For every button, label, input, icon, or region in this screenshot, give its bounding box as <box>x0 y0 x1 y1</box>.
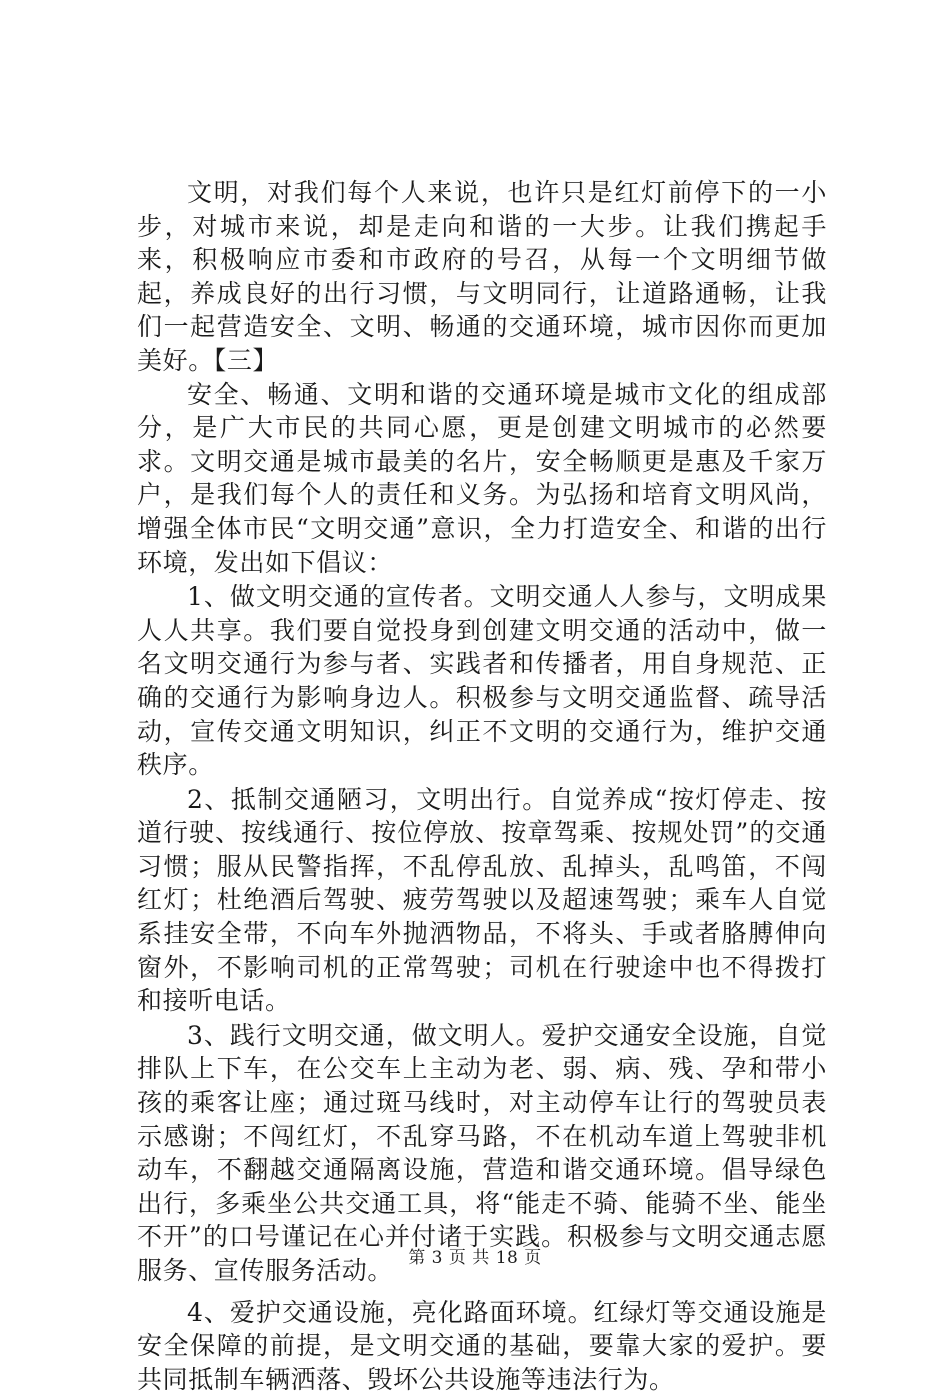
paragraph-item-2: 2、抵制交通陋习，文明出行。自觉养成“按灯停走、按道行驶、按线通行、按位停放、按章驾乘、按规处罚”的交通习惯；服从民警指挥，不乱停乱放、乱掉头，乱鸣笛，不闯红灯；杜绝酒后驾驶、疲劳驾驶以及超速驾驶；乘车人自觉系挂安全带，不向车外抛洒物品，不将头、手或者胳膊伸向窗外，不影响司机的正常驾驶；司机在行驶途中也不得拨打和接听电话。 <box>137 784 827 1016</box>
paragraph-item-1: 1、做文明交通的宣传者。文明交通人人参与，文明成果人人共享。我们要自觉投身到创建文明交通的活动中，做一名文明交通行为参与者、实践者和传播者，用自身规范、正确的交通行为影响身边人。积极参与文明交通监督、疏导活动，宣传交通文明知识，纠正不文明的交通行为，维护交通秩序。 <box>137 582 827 780</box>
page-number-footer: 第 3 页 共 18 页 <box>408 1248 542 1268</box>
paragraph-item-4: 4、爱护交通设施，亮化路面环境。红绿灯等交通设施是安全保障的前提，是文明交通的基础，要靠大家的爱护。要共同抵制车辆洒落、毁坏公共设施等违法行为。 <box>137 1297 827 1394</box>
paragraph-item-3: 3、践行文明交通，做文明人。爱护交通安全设施，自觉排队上下车，在公交车上主动为老、弱、病、残、孕和带小孩的乘客让座；通过斑马线时，对主动停车让行的驾驶员表示感谢；不闯红灯，不乱穿马路，不在机动车道上驾驶非机动车，不翻越交通隔离设施，营造和谐交通环境。倡导绿色出行，多乘坐公共交通工具，将“能走不骑、能骑不坐、能坐不开”的口号谨记在心并付诸于实践。积极参与文明交通志愿服务、宣传服务活动。 <box>137 1020 827 1285</box>
document-body <box>137 176 827 1396</box>
paragraph-proposal-intro: 安全、畅通、文明和谐的交通环境是城市文化的组成部分，是广大市民的共同心愿，更是创建文明城市的必然要求。文明交通是城市最美的名片，安全畅顺更是惠及千家万户，是我们每个人的责任和义务。为弘扬和培育文明风尚，增强全体市民“文明交通”意识，全力打造安全、和谐的出行环境，发出如下倡议： <box>137 379 827 577</box>
paragraph-civility-step: 文明，对我们每个人来说，也许只是红灯前停下的一小步，对城市来说，却是走向和谐的一大步。让我们携起手来，积极响应市委和市政府的号召，从每一个文明细节做起，养成良好的出行习惯，与文明同行，让道路通畅，让我们一起营造安全、文明、畅通的交通环境，城市因你而更加美好。【三】 <box>137 178 827 375</box>
